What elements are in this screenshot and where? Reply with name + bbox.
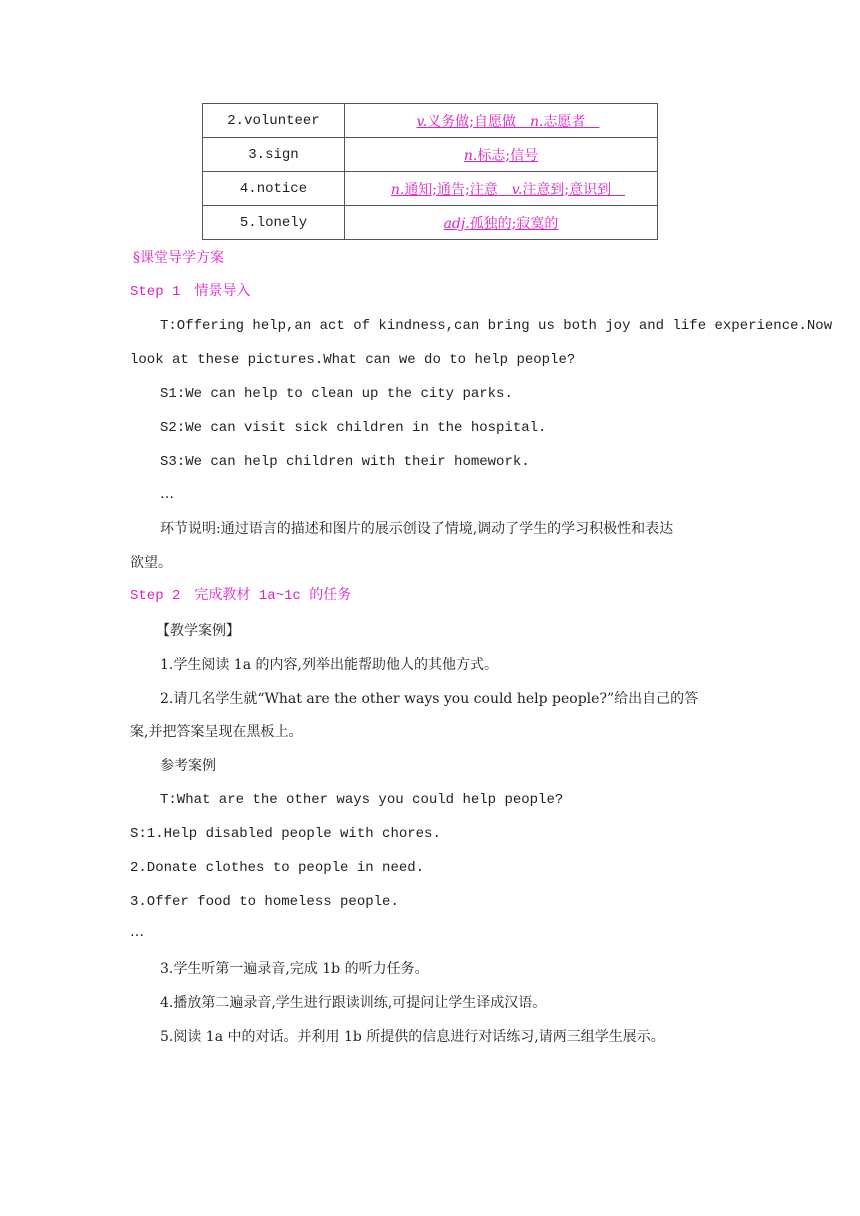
answer-line: 3.Offer food to homeless people. [130, 894, 399, 910]
meaning-text: n.通知;通告;注意 v.注意到;意识到 [390, 181, 626, 198]
teacher-line: T:Offering help,an act of kindness,can bring us both joy and life experience.Now [160, 318, 833, 334]
meaning-text: n.标志;信号 [463, 147, 539, 164]
section-title: §课堂导学方案 [133, 250, 224, 266]
student-line: S2:We can visit sick children in the hospital. [160, 420, 547, 436]
word-cell: 2.volunteer [203, 104, 345, 138]
word-cell: 3.sign [203, 138, 345, 172]
meaning-cell [345, 138, 658, 172]
meaning-cell [345, 206, 658, 240]
meaning-cell [345, 104, 658, 138]
table-row [203, 206, 658, 240]
word-cell: 5.lonely [203, 206, 345, 240]
meaning-text: adj.孤独的;寂寞的 [443, 215, 559, 232]
student-line: S1:We can help to clean up the city parks. [160, 386, 513, 402]
list-item: 5.阅读 1a 中的对话。并利用 1b 所提供的信息进行对话练习,请两三组学生展示。 [160, 1029, 665, 1045]
list-item-cont: 案,并把答案呈现在黑板上。 [130, 724, 303, 740]
note-line-cont: 欲望。 [130, 555, 172, 571]
reference-label: 参考案例 [160, 758, 216, 774]
table-row [203, 138, 658, 172]
ellipsis: … [160, 486, 174, 502]
table-row [203, 104, 658, 138]
step2-heading: Step 2 完成教材 1a~1c 的任务 [130, 588, 352, 604]
list-item: 1.学生阅读 1a 的内容,列举出能帮助他人的其他方式。 [160, 657, 498, 673]
meaning-text: v.义务做;自愿做 n.志愿者 [416, 113, 600, 130]
word-cell: 4.notice [203, 172, 345, 206]
meaning-cell [345, 172, 658, 206]
list-item: 3.学生听第一遍录音,完成 1b 的听力任务。 [160, 961, 429, 977]
note-line: 环节说明:通过语言的描述和图片的展示创设了情境,调动了学生的学习积极性和表达 [160, 521, 674, 537]
table-row [203, 172, 658, 206]
teacher-line-cont: look at these pictures.What can we do to help people? [130, 352, 576, 368]
student-line: S3:We can help children with their homework. [160, 454, 530, 470]
case-label: 【教学案例】 [156, 623, 240, 639]
ellipsis: … [130, 924, 144, 940]
step1-heading: Step 1 情景导入 [130, 284, 251, 300]
answer-line: 2.Donate clothes to people in need. [130, 860, 425, 876]
answer-line: S:1.Help disabled people with chores. [130, 826, 441, 842]
list-item: 2.请几名学生就“What are the other ways you could help people?”给出自己的答 [160, 691, 699, 707]
list-item: 4.播放第二遍录音,学生进行跟读训练,可提问让学生译成汉语。 [160, 995, 547, 1011]
teacher-question: T:What are the other ways you could help people? [160, 792, 564, 808]
vocabulary-table [202, 103, 658, 240]
